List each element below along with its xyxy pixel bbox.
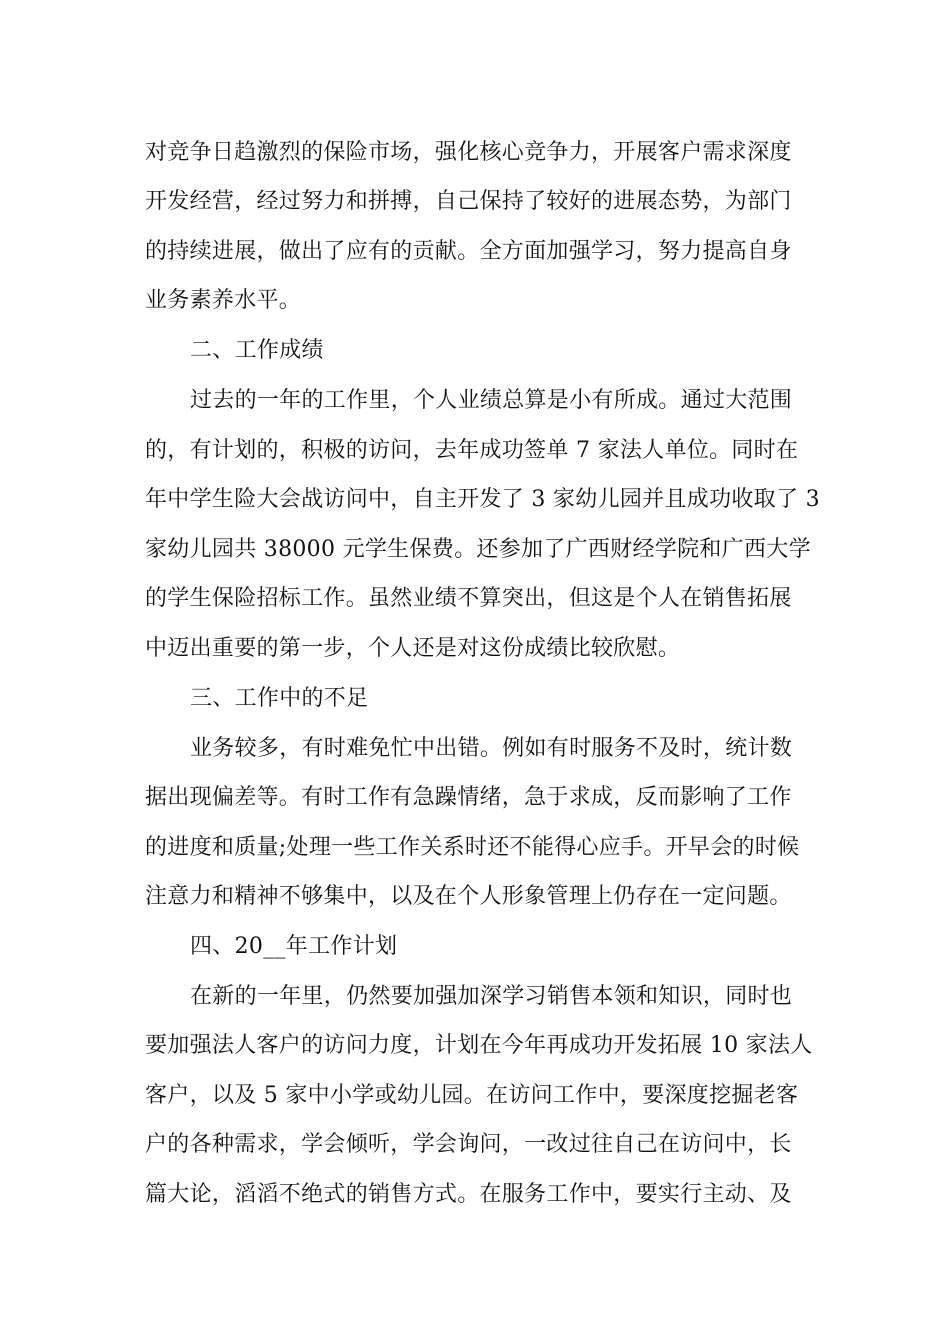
paragraph-line: 要加强法人客户的访问力度，计划在今年再成功开发拓展 10 家法人 <box>145 1033 813 1058</box>
paragraph-line: 的持续进展，做出了应有的贡献。全方面加强学习，努力提高自身 <box>145 239 792 264</box>
paragraph-line: 业务较多，有时难免忙中出错。例如有时服务不及时，统计数 <box>190 736 793 761</box>
section-heading: 四、20__年工作计划 <box>190 934 398 959</box>
paragraph-line: 据出现偏差等。有时工作有急躁情绪，急于求成，反而影响了工作 <box>145 785 792 810</box>
paragraph-line: 注意力和精神不够集中，以及在个人形象管理上仍存在一定问题。 <box>145 884 792 909</box>
paragraph-line: 年中学生险大会战访问中，自主开发了 3 家幼儿园并且成功收取了 3 <box>145 487 820 512</box>
paragraph-line: 家幼儿园共 38000 元学生保费。还参加了广西财经学院和广西大学 <box>145 537 811 562</box>
paragraph-line: 客户，以及 5 家中小学或幼儿园。在访问工作中，要深度挖掘老客 <box>145 1083 799 1108</box>
paragraph-line: 户的各种需求，学会倾听，学会询问，一改过往自己在访问中，长 <box>145 1132 792 1157</box>
paragraph-line: 业务素养水平。 <box>145 288 302 313</box>
paragraph-line: 篇大论，滔滔不绝式的销售方式。在服务工作中，要实行主动、及 <box>145 1182 792 1207</box>
section-heading: 二、工作成绩 <box>190 338 324 363</box>
paragraph-line: 过去的一年的工作里，个人业绩总算是小有所成。通过大范围 <box>190 388 793 413</box>
section-heading: 三、工作中的不足 <box>190 686 369 711</box>
paragraph-line: 的进度和质量;处理一些工作关系时还不能得心应手。开早会的时候 <box>145 835 800 860</box>
paragraph-line: 中迈出重要的第一步，个人还是对这份成绩比较欣慰。 <box>145 636 681 661</box>
paragraph-line: 的学生保险招标工作。虽然业绩不算突出，但这是个人在销售拓展 <box>145 586 792 611</box>
paragraph-line: 在新的一年里，仍然要加强加深学习销售本领和知识，同时也 <box>190 984 793 1009</box>
paragraph-line: 的，有计划的，积极的访问，去年成功签单 7 家法人单位。同时在 <box>145 438 799 463</box>
paragraph-line: 开发经营，经过努力和拼搏，自己保持了较好的进展态势，为部门 <box>145 189 792 214</box>
paragraph-line: 对竞争日趋激烈的保险市场，强化核心竞争力，开展客户需求深度 <box>145 140 792 165</box>
